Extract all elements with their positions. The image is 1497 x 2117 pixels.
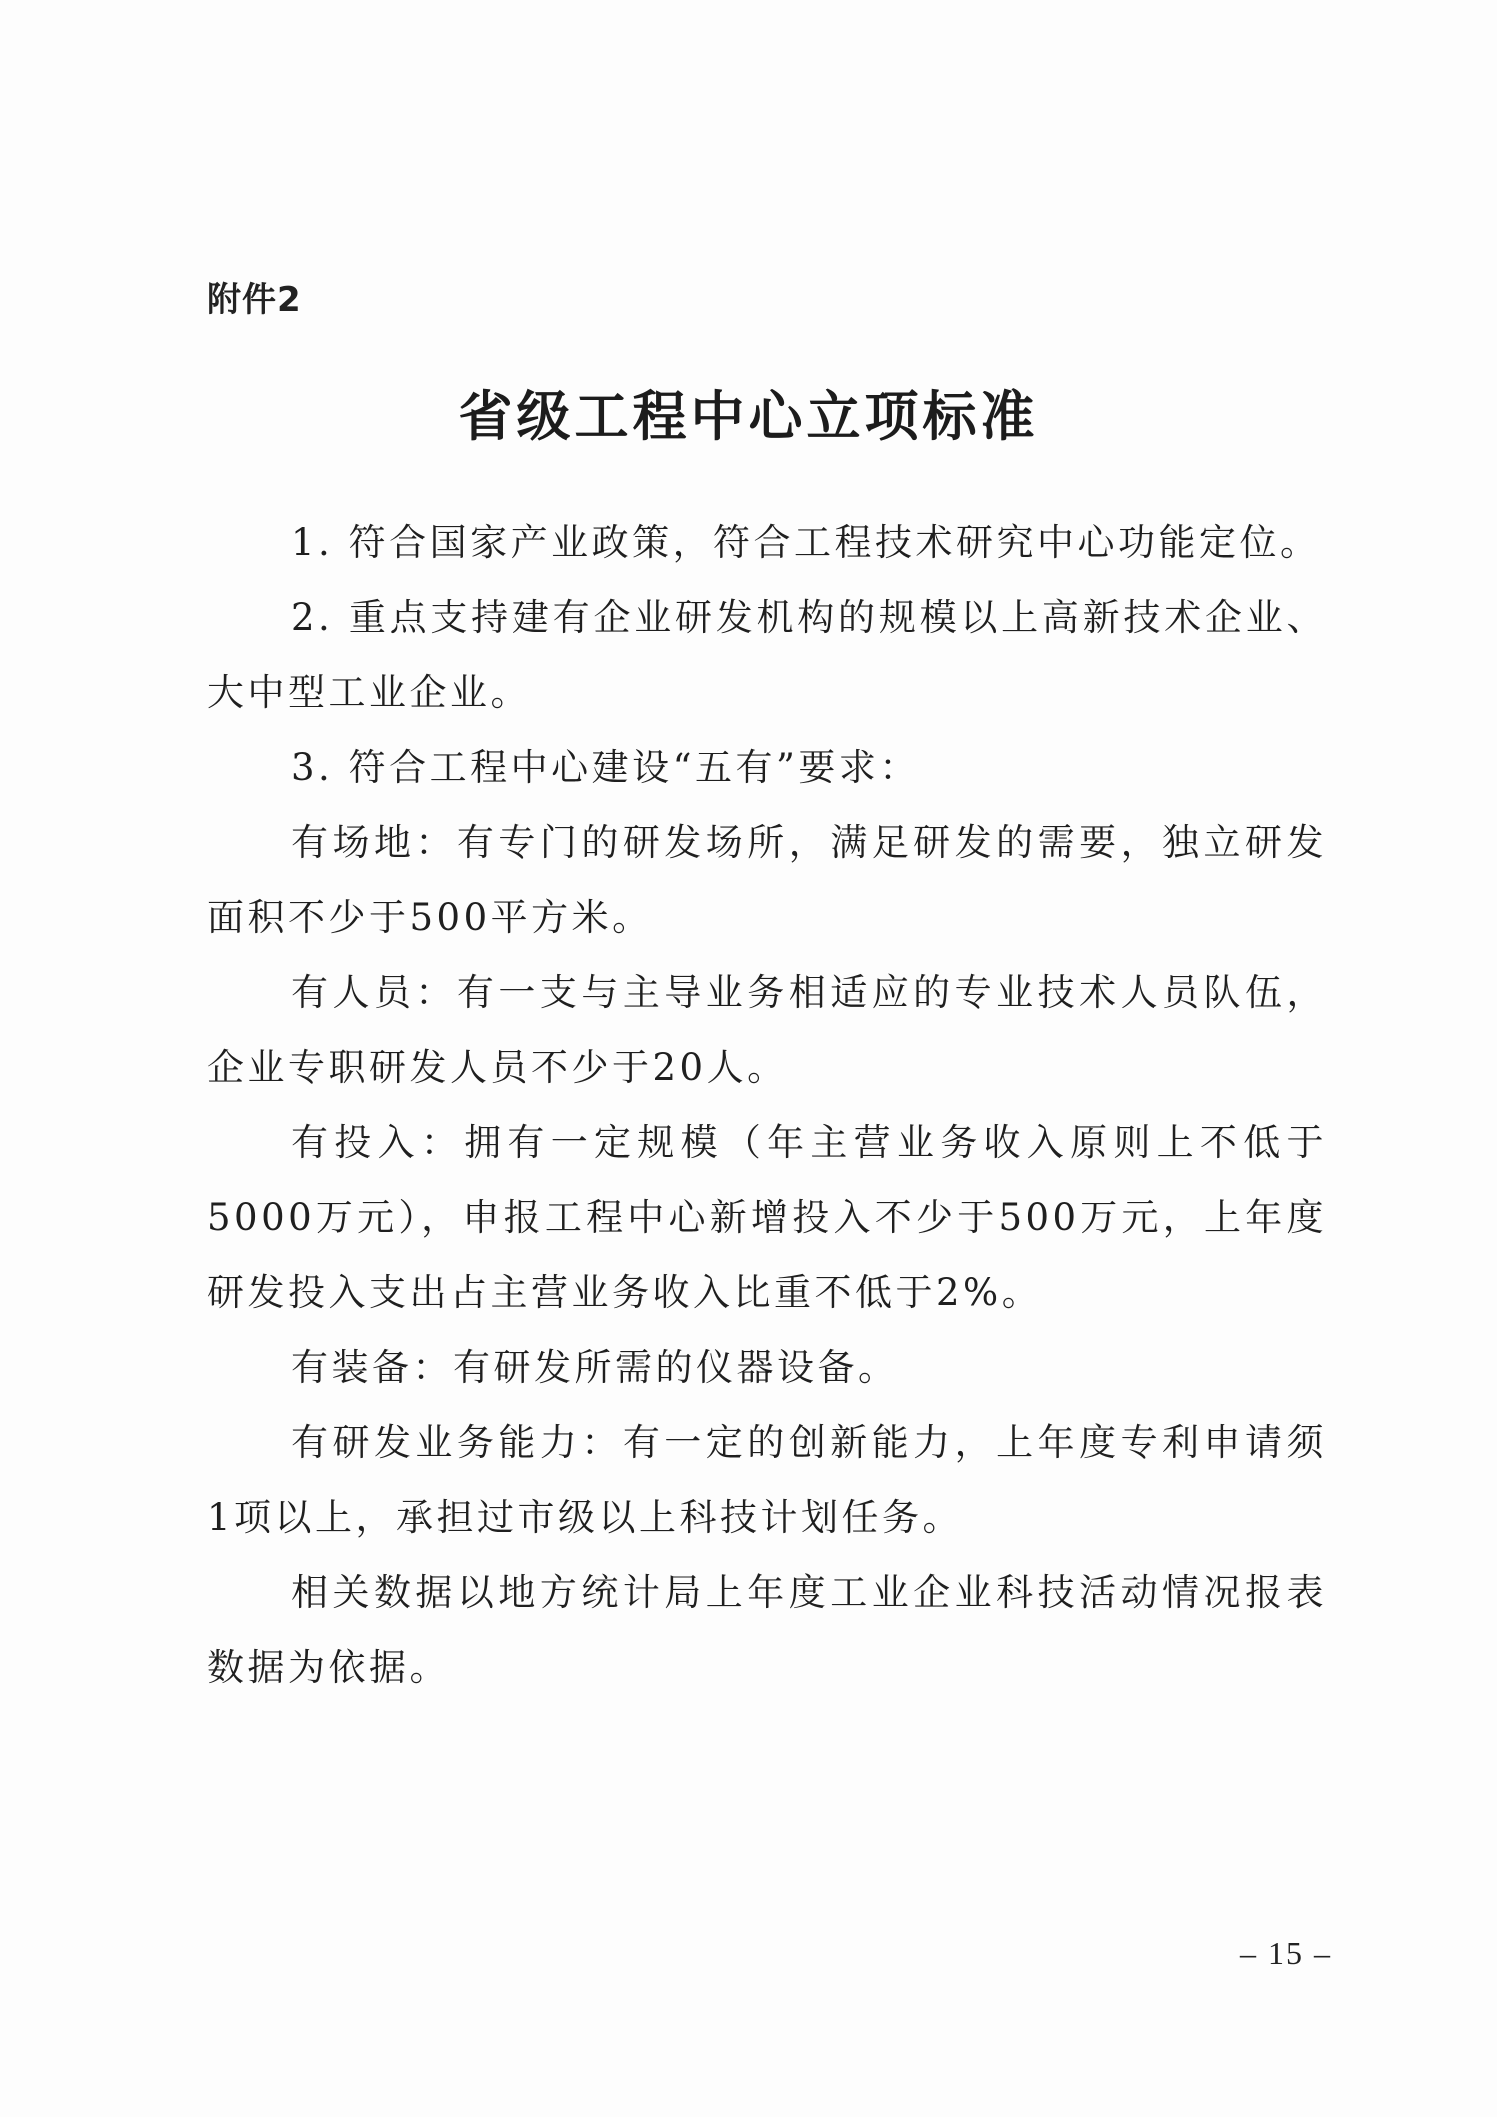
paragraph: 1. 符合国家产业政策，符合工程技术研究中心功能定位。 <box>291 521 1321 564</box>
page-number: – 15 – <box>1240 1935 1332 1971</box>
document-title: 省级工程中心立项标准 <box>458 384 1039 448</box>
paragraph: 3. 符合工程中心建设“五有”要求： <box>291 746 920 789</box>
paragraph: 有投入：拥有一定规模（年主营业务收入原则上不低于5000万元），申报工程中心新增投入不少于500万元，上年度研发投入支出占主营业务收入比重不低于2%。 <box>207 1121 1327 1314</box>
attachment-label: 附件2 <box>207 280 302 320</box>
paragraph: 2. 重点支持建有企业研发机构的规模以上高新技术企业、大中型工业企业。 <box>207 596 1327 714</box>
paragraph: 有场地：有专门的研发场所，满足研发的需要，独立研发面积不少于500平方米。 <box>207 821 1327 939</box>
paragraph: 有人员：有一支与主导业务相适应的专业技术人员队伍，企业专职研发人员不少于20人。 <box>207 971 1327 1089</box>
paragraph: 有研发业务能力：有一定的创新能力，上年度专利申请须1项以上，承担过市级以上科技计划任务。 <box>207 1421 1327 1539</box>
document-body <box>207 505 1327 1705</box>
paragraph: 相关数据以地方统计局上年度工业企业科技活动情况报表数据为依据。 <box>207 1571 1327 1689</box>
paragraph: 有装备：有研发所需的仪器设备。 <box>291 1346 899 1389</box>
